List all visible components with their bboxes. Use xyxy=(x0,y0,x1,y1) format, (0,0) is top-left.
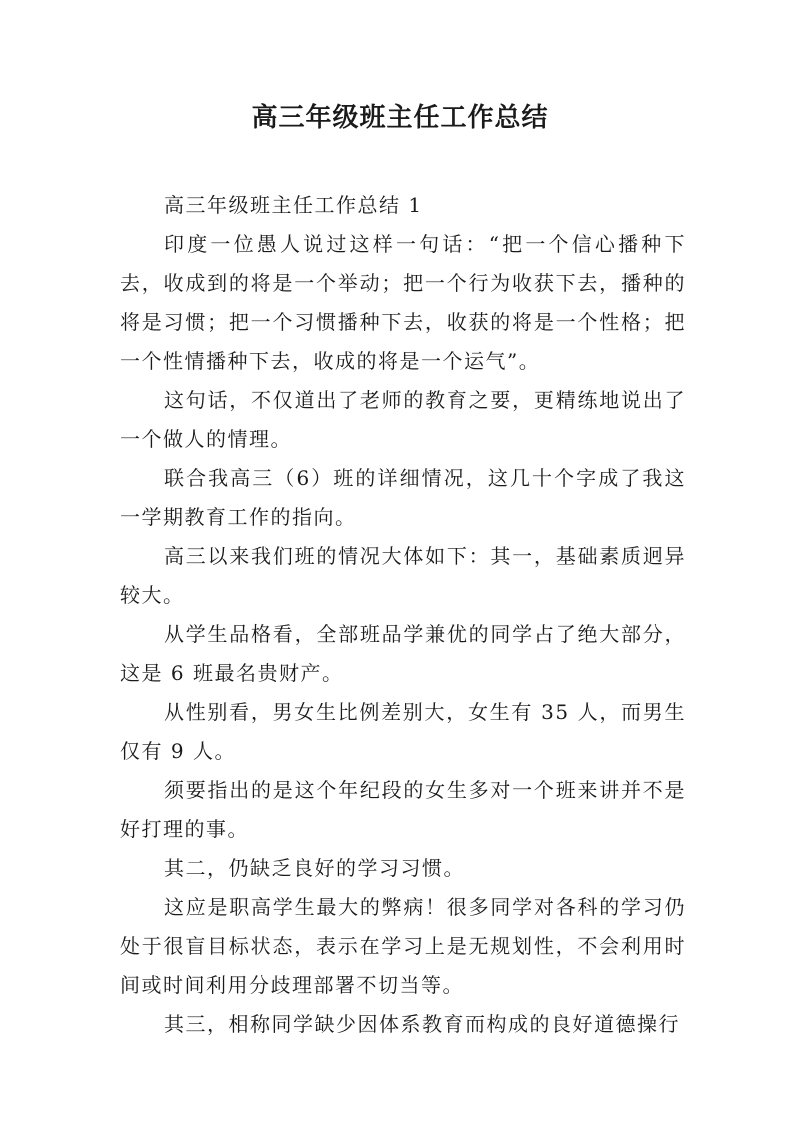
paragraph: 其三，相称同学缺少因体系教育而构成的良好道德操行 xyxy=(164,1012,680,1036)
paragraph: 从学生品格看，全部班品学兼优的同学占了绝大部分，这是 6 班最名贵财产。 xyxy=(120,622,686,685)
paragraph: 高三以来我们班的情况大体如下：其一，基础素质迥异较大。 xyxy=(120,544,686,607)
paragraph-subtitle: 高三年级班主任工作总结 1 xyxy=(164,193,423,217)
paragraph: 这应是职高学生最大的弊病！很多同学对各科的学习仍处于很盲目标状态，表示在学习上是无规划性，不会利用时间或时间利用分歧理部署不切当等。 xyxy=(120,895,686,997)
paragraph: 须要指出的是这个年纪段的女生多对一个班来讲并不是好打理的事。 xyxy=(120,778,686,841)
paragraph: 印度一位愚人说过这样一句话：“把一个信心播种下去，收成到的将是一个举动；把一个行为收获下去，播种的将是习惯；把一个习惯播种下去，收获的将是一个性格；把一个性情播种下去，收成的将是一个运气”。 xyxy=(120,232,686,373)
document-body xyxy=(120,186,686,1044)
document-title: 高三年级班主任工作总结 xyxy=(251,103,549,133)
paragraph: 联合我高三（6）班的详细情况，这几十个字成了我这一学期教育工作的指向。 xyxy=(120,466,686,529)
paragraph: 其二，仍缺乏良好的学习习惯。 xyxy=(164,856,465,880)
paragraph: 这句话，不仅道出了老师的教育之要，更精练地说出了一个做人的情理。 xyxy=(120,388,686,451)
paragraph: 从性别看，男女生比例差别大，女生有 35 人，而男生仅有 9 人。 xyxy=(120,700,686,763)
